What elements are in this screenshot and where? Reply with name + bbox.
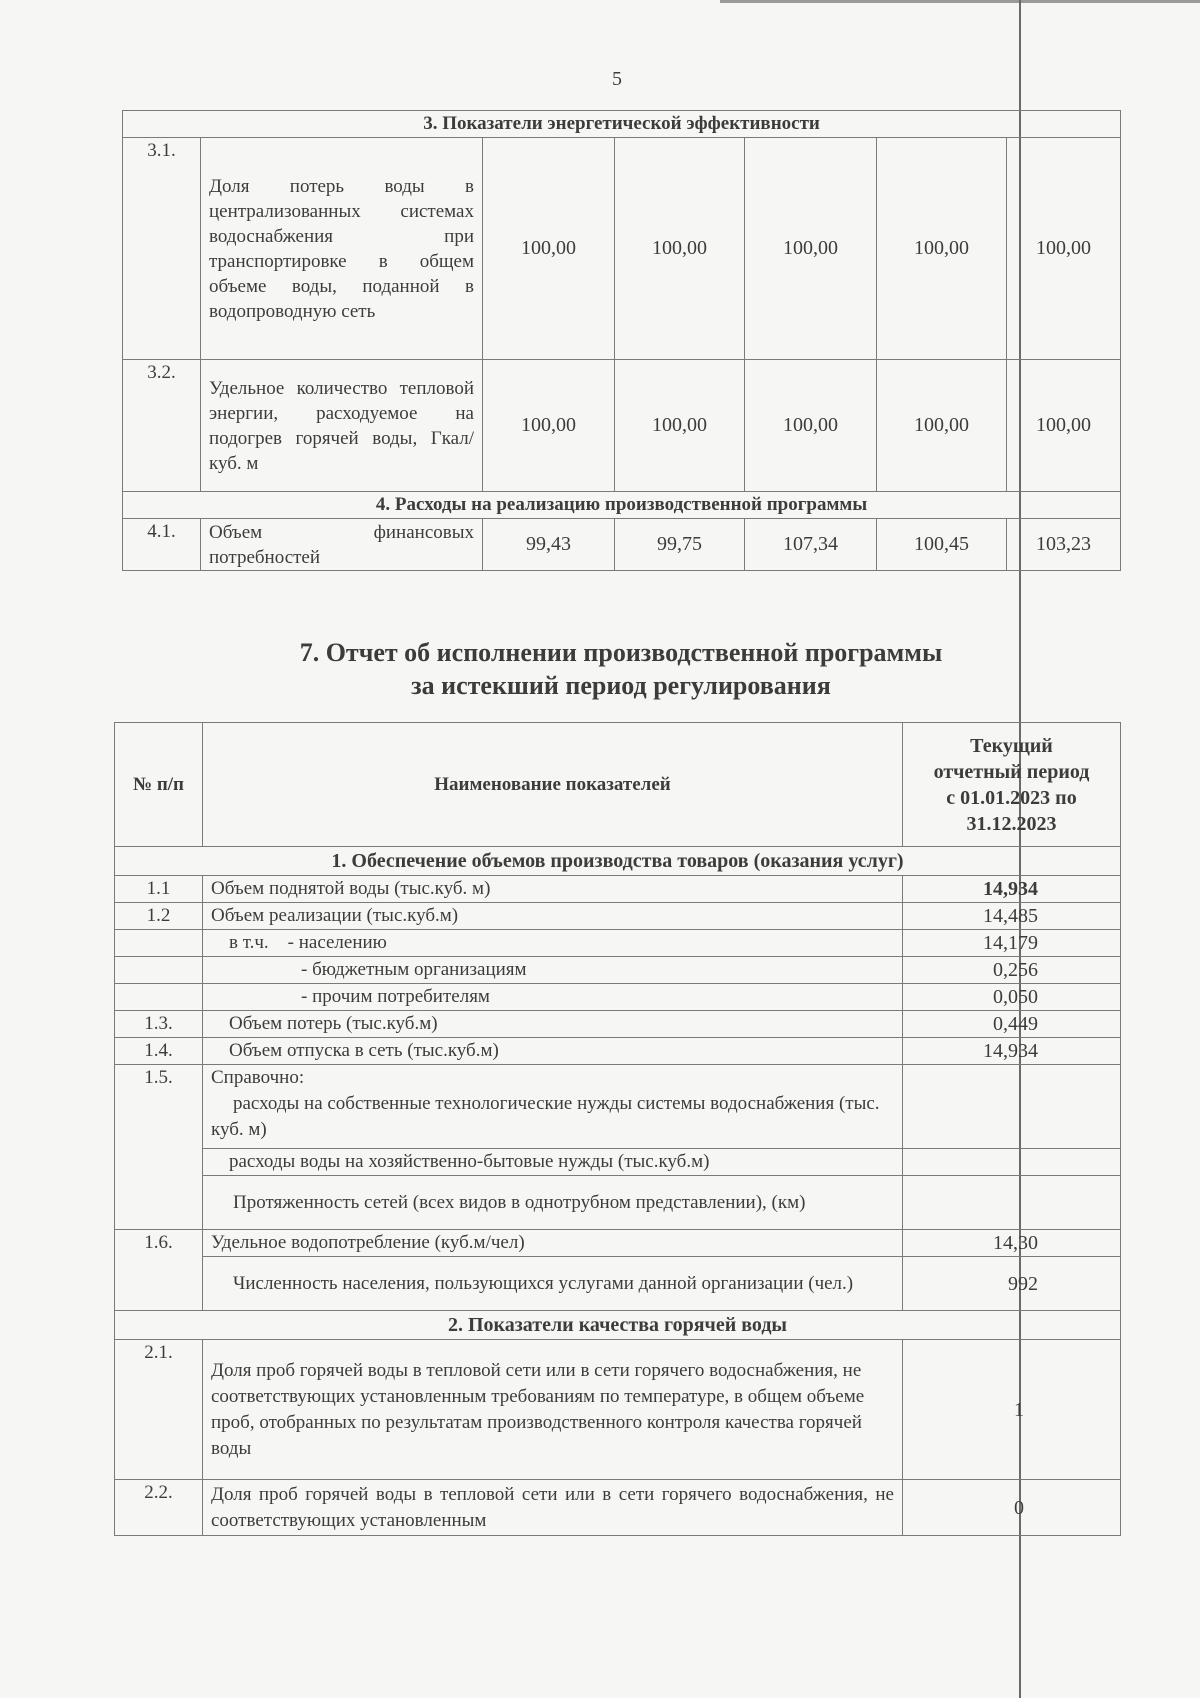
table-row (115, 930, 1121, 957)
row-name: Объем потерь (тыс.куб.м) (203, 1011, 903, 1038)
row-value: 14,30 (903, 1230, 1121, 1257)
row-value: 0 (903, 1480, 1121, 1536)
row-name: - бюджетным организациям (203, 957, 903, 984)
row-name: в т.ч. - населению (203, 930, 903, 957)
row-value: 100,00 (615, 138, 745, 360)
table-row (115, 984, 1121, 1011)
row-value: 100,00 (877, 360, 1007, 492)
row-value: 14,179 (903, 930, 1121, 957)
reference-item: расходы на собственные технологические нужды системы водоснабжения (тыс. куб. м) (211, 1093, 880, 1140)
row-value: 107,34 (745, 519, 877, 571)
header-period-line: Текущий (970, 734, 1053, 757)
header-name: Наименование показателей (203, 723, 903, 847)
row-number (115, 930, 203, 957)
page-number: 5 (612, 68, 622, 90)
row-number (115, 984, 203, 1011)
row-number: 1.3. (115, 1011, 203, 1038)
row-value: 100,00 (483, 360, 615, 492)
row-number: 1.2 (115, 903, 203, 930)
row-value (903, 1065, 1121, 1149)
row-number (115, 957, 203, 984)
row-value: 100,00 (483, 138, 615, 360)
table-row (115, 1011, 1121, 1038)
row-name: Объем отпуска в сеть (тыс.куб.м) (203, 1038, 903, 1065)
row-value: 100,00 (1007, 138, 1121, 360)
report-heading-line2: за истекший период регулирования (411, 671, 831, 700)
table-row (123, 138, 1121, 360)
row-value: 100,00 (745, 138, 877, 360)
section-title: 3. Показатели энергетической эффективности (123, 111, 1121, 138)
section-header-row (115, 1311, 1121, 1340)
table-row (115, 1340, 1121, 1480)
row-name: Удельное водопотребление (куб.м/чел) (203, 1230, 903, 1257)
row-name: Удельное количество тепловой энергии, расходуемое на подогрев горячей воды, Гкал/куб. м (201, 360, 483, 492)
report-heading-line1: 7. Отчет об исполнении производственной программы (299, 638, 943, 667)
row-number: 3.2. (123, 360, 201, 492)
table-row (115, 1257, 1121, 1311)
row-name: Доля проб горячей воды в тепловой сети или в сети горячего водоснабжения, не соответствующих установленным (203, 1480, 903, 1536)
row-value: 100,00 (877, 138, 1007, 360)
row-number: 1.6. (115, 1230, 203, 1311)
row-value (903, 1176, 1121, 1230)
section-header-row (123, 111, 1121, 138)
row-number: 4.1. (123, 519, 201, 571)
section-title: 2. Показатели качества горячей воды (115, 1311, 1121, 1340)
row-value: 1 (903, 1340, 1121, 1480)
reference-item: Протяженность сетей (всех видов в однотрубном представлении), (км) (203, 1176, 903, 1230)
header-period-line: 31.12.2023 (966, 812, 1057, 835)
header-period (903, 723, 1121, 847)
section-title: 4. Расходы на реализацию производственной программы (123, 492, 1121, 519)
row-value: 103,23 (1007, 519, 1121, 571)
reference-label: Справочно: (211, 1067, 305, 1088)
table-row (115, 1176, 1121, 1230)
row-name: Численность населения, пользующихся услугами данной организации (чел.) (203, 1257, 903, 1311)
row-name: Объем поднятой воды (тыс.куб. м) (203, 876, 903, 903)
table-row (115, 903, 1121, 930)
program-report-table (114, 722, 1121, 1536)
header-period-line: с 01.01.2023 по (946, 786, 1077, 809)
section-title: 1. Обеспечение объемов производства товаров (оказания услуг) (115, 847, 1121, 876)
row-value: 0,449 (903, 1011, 1121, 1038)
table-row (115, 876, 1121, 903)
row-number: 3.1. (123, 138, 201, 360)
row-number: 1.4. (115, 1038, 203, 1065)
row-value: 0,256 (903, 957, 1121, 984)
table-row (115, 1149, 1121, 1176)
row-value: 14,934 (903, 876, 1121, 903)
scan-artifact-top-line (720, 0, 1200, 3)
row-value: 99,75 (615, 519, 745, 571)
energy-efficiency-table (122, 110, 1121, 571)
row-value: 100,00 (1007, 360, 1121, 492)
row-value: 100,45 (877, 519, 1007, 571)
table-row (115, 1230, 1121, 1257)
row-value: 0,050 (903, 984, 1121, 1011)
row-number: 1.1 (115, 876, 203, 903)
row-value: 99,43 (483, 519, 615, 571)
reference-cell (203, 1065, 903, 1149)
row-value: 100,00 (745, 360, 877, 492)
row-value: 14,934 (903, 1038, 1121, 1065)
table-row (115, 1038, 1121, 1065)
header-period-line: отчетный период (933, 760, 1090, 783)
table-header-row (115, 723, 1121, 847)
section-header-row (115, 847, 1121, 876)
row-name: Объем финансовых потребностей (201, 519, 483, 571)
table-row (123, 519, 1121, 571)
row-number: 2.1. (115, 1340, 203, 1480)
header-num: № п/п (115, 723, 203, 847)
table-row (115, 1480, 1121, 1536)
table-row (115, 957, 1121, 984)
row-value (903, 1149, 1121, 1176)
section-header-row (123, 492, 1121, 519)
row-number: 1.5. (115, 1065, 203, 1230)
reference-item: расходы воды на хозяйственно-бытовые нужды (тыс.куб.м) (203, 1149, 903, 1176)
table-row (123, 360, 1121, 492)
row-name: Доля проб горячей воды в тепловой сети или в сети горячего водоснабжения, не соответствующих установленным требованиям по температуре, в общем объеме проб, отобранных по результатам производственного контроля качества горячей воды (203, 1340, 903, 1480)
row-value: 992 (903, 1257, 1121, 1311)
row-name: Доля потерь воды в централизованных системах водоснабжения при транспортировке в общем объеме воды, поданной в водопроводную сеть (201, 138, 483, 360)
row-name: - прочим потребителям (203, 984, 903, 1011)
row-number: 2.2. (115, 1480, 203, 1536)
row-name: Объем реализации (тыс.куб.м) (203, 903, 903, 930)
table-row (115, 1065, 1121, 1149)
row-value: 14,485 (903, 903, 1121, 930)
row-value: 100,00 (615, 360, 745, 492)
